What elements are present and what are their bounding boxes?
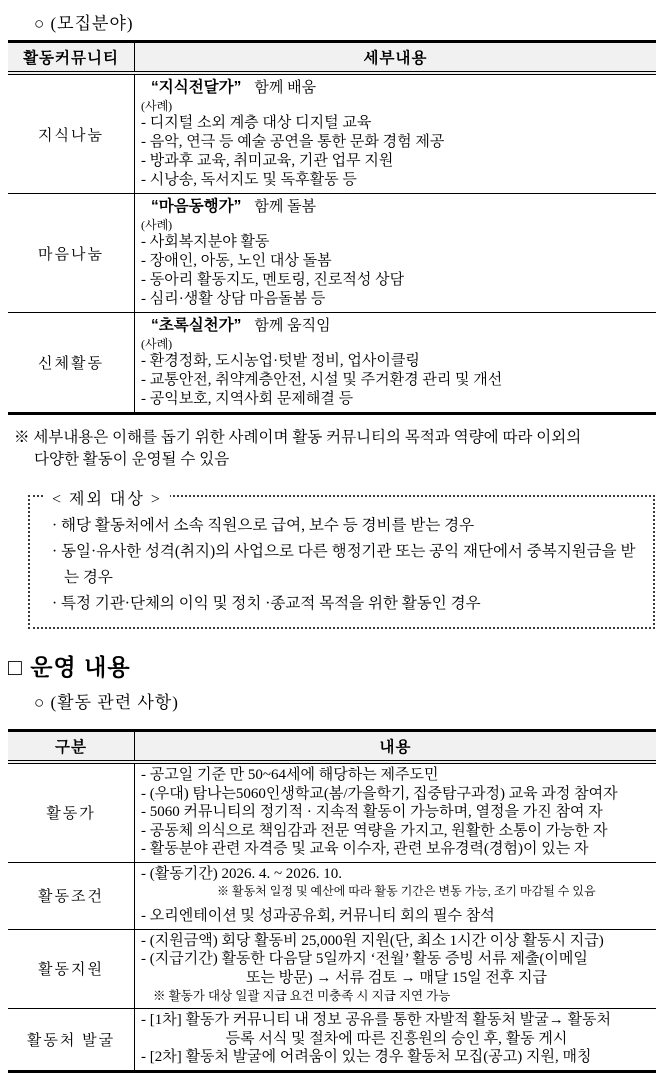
exclusion-item: · 동일·유사한 성격(취지)의 사업으로 다른 행정기관 또는 공익 재단에서 중복지원금을 받는 경우 [52, 543, 636, 586]
section1-heading: ○ (모집분야) [34, 14, 134, 33]
detail-item: - 환경정화, 도시농업·텃밭 정비, 업사이클링 [141, 353, 420, 369]
detail-item: - 사회복지분야 활동 [141, 234, 270, 250]
detail-item: - 심리·생활 상담 마음돌봄 등 [141, 291, 326, 307]
detail-item: - 방과후 교육, 취미교육, 기관 업무 지원 [141, 153, 394, 169]
column-header-content: 내용 [379, 739, 412, 756]
detail-item: - 디지털 소외 계층 대상 디지털 교육 [141, 115, 372, 131]
operation-table [8, 729, 656, 1073]
case-title-bold: “초록실천가” [151, 317, 242, 334]
content-cell [135, 863, 656, 929]
exclusion-box [28, 491, 655, 629]
exclusion-item: · 특정 기관·단체의 이익 및 정치 ·종교적 목적을 위한 활동인 경우 [52, 595, 481, 612]
note-line2: 다양한 활동이 운영될 수 있음 [34, 451, 230, 468]
content-item: - [1차] 활동가 커뮤니티 내 정보 공유를 통한 자발적 활동처 발굴→ 활동처 [141, 1012, 611, 1028]
table-row-discovery [8, 1008, 656, 1070]
content-item: - 5060 커뮤니티의 정기적 · 지속적 활동이 가능하며, 열정을 가진 참여 자 [141, 804, 603, 820]
content-cell [135, 764, 656, 862]
table-row-activist [8, 764, 656, 862]
section2-title: □ 운영 내용 [8, 654, 131, 680]
content-cell [135, 1009, 656, 1070]
category-cell: 지식나눔 [8, 75, 135, 193]
case-title-bold: “마음동행가” [151, 198, 242, 215]
content-item: - [2차] 활동처 발굴에 어려움이 있는 경우 활동처 모집(공고) 지원, 매칭 [141, 1049, 592, 1065]
detail-item: - 동아리 활동지도, 멘토링, 진로적성 상담 [141, 272, 405, 288]
case-label: (사례) [141, 99, 173, 113]
content-item: - (지급기간) 활동한 다음달 5일까지 ‘전월’ 활동 증빙 서류 제출(이메일 [141, 951, 588, 967]
case-title-bold: “지식전달가” [151, 79, 242, 96]
column-header-category: 구분 [8, 732, 135, 760]
content-item: - (활동기간) 2026. 4. ~ 2026. 10. [141, 865, 343, 882]
spacer [141, 900, 652, 907]
detail-item: - 공익보호, 지역사회 문제해결 등 [141, 391, 354, 407]
details-cell [135, 313, 656, 412]
detail-item: - 시낭송, 독서지도 및 독후활동 등 [141, 172, 357, 188]
exclusion-item: · 해당 활동처에서 소속 직원으로 급여, 보수 등 경비를 받는 경우 [52, 517, 475, 534]
content-item-continuation: 또는 방문) → 서류 검토 → 매달 15일 전후 지급 [245, 969, 548, 986]
category-cell: 활동지원 [8, 930, 135, 1009]
details-cell [135, 75, 656, 193]
case-title-suffix: 함께 배움 [254, 80, 317, 96]
content-item: - 공동체 의식으로 책임감과 전문 역량을 가지고, 원활한 소통이 가능한 자 [141, 822, 608, 839]
details-cell [135, 194, 656, 312]
section2-heading: ○ (활동 관련 사항) [34, 693, 179, 712]
content-cell [135, 930, 656, 1009]
table-row-physical [8, 312, 656, 412]
case-label: (사례) [141, 218, 173, 232]
column-header-details: 세부내용 [363, 50, 428, 67]
note-asterisk [0, 415, 665, 471]
content-item: - 오리엔테이션 및 성과공유회, 커뮤니티 회의 필수 참석 [141, 908, 495, 924]
case-title [141, 77, 652, 99]
content-item: - 활동분야 관련 자격증 및 교육 이수자, 관련 보유경력(경험)이 있는 자 [141, 841, 589, 857]
category-cell: 활동조건 [8, 863, 135, 929]
table-row-heart [8, 193, 656, 312]
category-cell: 신체활동 [8, 313, 135, 412]
case-label: (사례) [141, 337, 173, 351]
table-row-knowledge [8, 75, 656, 193]
content-item: - (지원금액) 회당 활동비 25,000원 지원(단, 최소 1시간 이상 활동시 지급) [141, 932, 604, 949]
detail-item: - 교통안전, 취약계층안전, 시설 및 주거환경 관리 및 개선 [141, 372, 503, 388]
category-cell: 활동가 [8, 764, 135, 862]
content-item: - (우대) 탐나는5060인생학교(봄/가을학기, 집중탐구과정) 교육 과정 참여자 [141, 785, 618, 802]
case-title [141, 196, 652, 218]
operation-table-header [8, 732, 656, 764]
exclusion-box-title: < 제외 대상 > [44, 486, 170, 509]
category-cell: 마음나눔 [8, 194, 135, 312]
table-row-condition [8, 862, 656, 929]
note-line1: ※ 세부내용은 이해를 돕기 위한 사례이며 활동 커뮤니티의 목적과 역량에 따라 이외의 [14, 429, 582, 446]
recruitment-table [8, 40, 656, 415]
recruitment-table-header [8, 43, 656, 75]
case-title [141, 315, 652, 337]
detail-item: - 음악, 연극 등 예술 공연을 통한 문화 경험 제공 [141, 134, 445, 150]
content-subnote: ※ 활동가 대상 일괄 지급 요건 미충족 시 지급 지연 가능 [153, 989, 451, 1003]
case-title-suffix: 함께 돌봄 [254, 199, 317, 215]
table-row-support [8, 929, 656, 1009]
category-cell: 활동처 발굴 [8, 1009, 135, 1070]
case-title-suffix: 함께 움직임 [254, 318, 331, 334]
content-subnote: ※ 활동처 일정 및 예산에 따라 활동 기간은 변동 가능, 조기 마감될 수 있음 [217, 884, 596, 898]
column-header-community: 활동커뮤니티 [8, 43, 135, 71]
content-item-continuation: 등록 서식 및 절차에 따른 진흥원의 승인 후, 활동 게시 [225, 1030, 568, 1047]
content-item: - 공고일 기준 만 50~64세에 해당하는 제주도민 [141, 767, 439, 783]
detail-item: - 장애인, 아동, 노인 대상 돌봄 [141, 253, 332, 269]
